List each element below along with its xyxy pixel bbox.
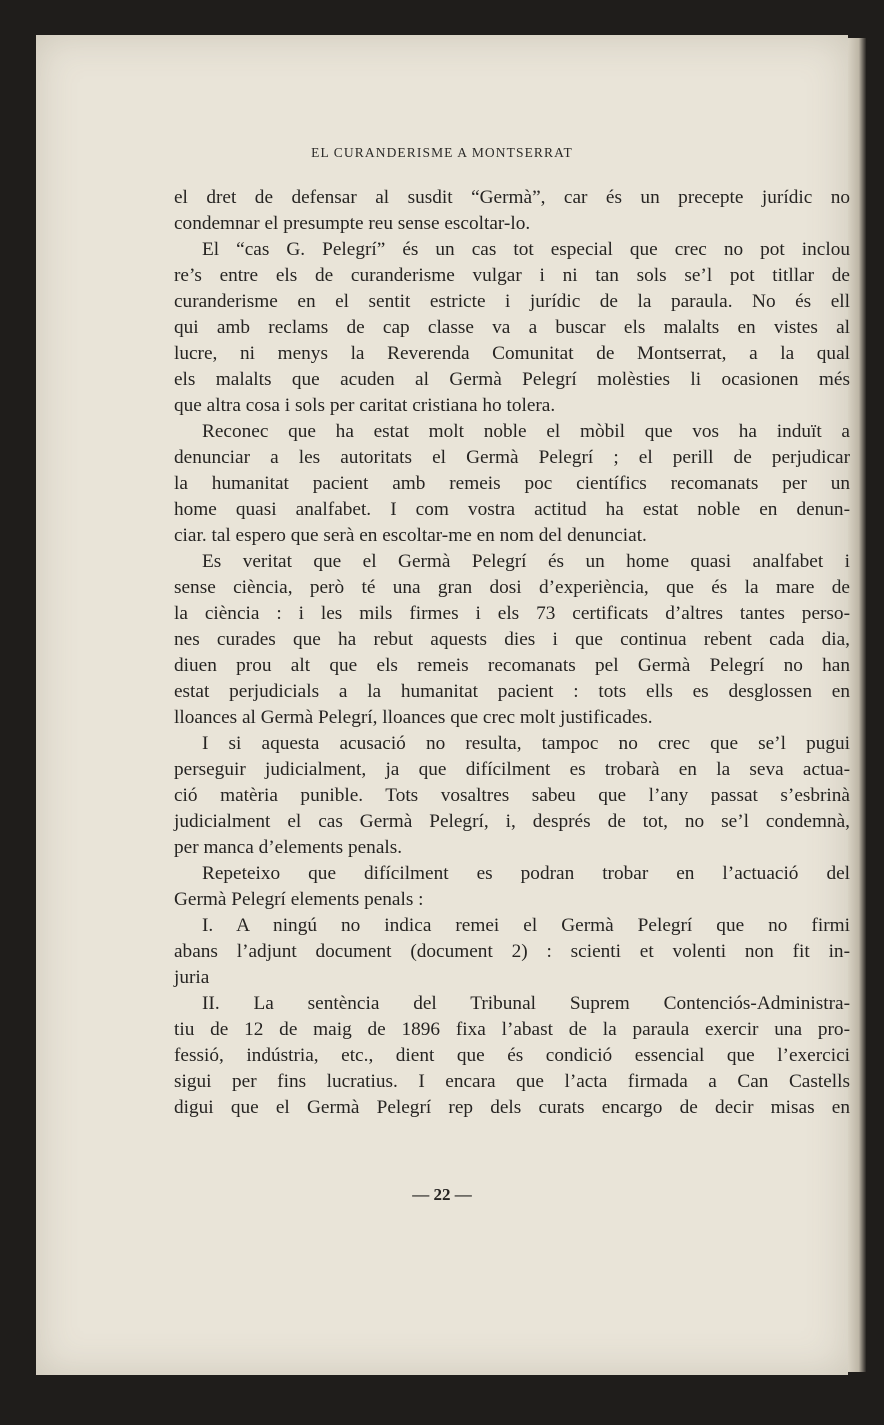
text-line: que altra cosa i sols per caritat cristiana ho tolera. [174,395,556,416]
text-line: re’s entre els de curanderisme vulgar i ni tan sols se’l pot titllar de [174,265,850,286]
text-line: Es veritat que el Germà Pelegrí és un home quasi analfabet i [202,551,850,572]
text-line: la ciència : i les mils firmes i els 73 certificats d’altres tantes perso- [174,603,850,624]
text-line: judicialment el cas Germà Pelegrí, i, després de tot, no se’l condemnà, [174,811,850,832]
text-line: estat perjudicials a la humanitat pacient : tots ells es desglossen en [174,681,850,702]
text-line: ció matèria punible. Tots vosaltres sabeu que l’any passat s’esbrinà [174,785,850,806]
text-line: tiu de 12 de maig de 1896 fixa l’abast de la paraula exercir una pro- [174,1019,850,1040]
text-line: diuen prou alt que els remeis recomanats pel Germà Pelegrí no han [174,655,850,676]
text-line: I. A ningú no indica remei el Germà Pelegrí que no firmi [202,915,850,936]
text-line: El “cas G. Pelegrí” és un cas tot especial que crec no pot inclou [202,239,850,260]
text-line: Germà Pelegrí elements penals : [174,889,424,910]
text-line: juria [174,967,210,988]
text-line: II. La sentència del Tribunal Suprem Contenciós-Administra- [202,993,850,1014]
text-line: ciar. tal espero que serà en escoltar-me en nom del denunciat. [174,525,647,546]
page-edge [848,38,866,1372]
text-line: nes curades que ha rebut aquests dies i que continua rebent cada dia, [174,629,850,650]
text-line: qui amb reclams de cap classe va a buscar els malalts en vistes al [174,317,850,338]
text-line: sigui per fins lucratius. I encara que l’acta firmada a Can Castells [174,1071,850,1092]
running-head: EL CURANDERISME A MONTSERRAT [311,145,573,160]
text-line: per manca d’elements penals. [174,837,403,858]
book-page [36,35,848,1375]
text-line: curanderisme en el sentit estricte i jurídic de la paraula. No és ell [174,291,850,312]
text-line: lloances al Germà Pelegrí, lloances que crec molt justificades. [174,707,653,728]
text-line: perseguir judicialment, ja que difícilment es trobarà en la seva actua- [174,759,850,780]
text-line: home quasi analfabet. I com vostra actitud ha estat noble en denun- [174,499,850,520]
body-text [174,185,850,1121]
text-line: Reconec que ha estat molt noble el mòbil que vos ha induït a [202,421,850,442]
text-line: els malalts que acuden al Germà Pelegrí molèsties li ocasionen més [174,369,850,390]
text-line: abans l’adjunt document (document 2) : scienti et volenti non fit in- [174,941,850,962]
text-line: I si aquesta acusació no resulta, tampoc no crec que se’l pugui [202,733,850,754]
page-number: — 22 — [412,1185,472,1204]
text-line: sense ciència, però té una gran dosi d’experiència, que és la mare de [174,577,850,598]
text-line: digui que el Germà Pelegrí rep dels curats encargo de decir misas en [174,1097,850,1118]
text-line: Repeteixo que difícilment es podran trobar en l’actuació del [202,863,850,884]
text-line: lucre, ni menys la Reverenda Comunitat de Montserrat, a la qual [174,343,850,364]
text-line: condemnar el presumpte reu sense escoltar-lo. [174,213,531,234]
text-line: el dret de defensar al susdit “Germà”, car és un precepte jurídic no [174,187,850,208]
text-line: fessió, indústria, etc., dient que és condició essencial que l’exercici [174,1045,850,1066]
text-line: la humanitat pacient amb remeis poc científics recomanats per un [174,473,850,494]
text-line: denunciar a les autoritats el Germà Pelegrí ; el perill de perjudicar [174,447,850,468]
